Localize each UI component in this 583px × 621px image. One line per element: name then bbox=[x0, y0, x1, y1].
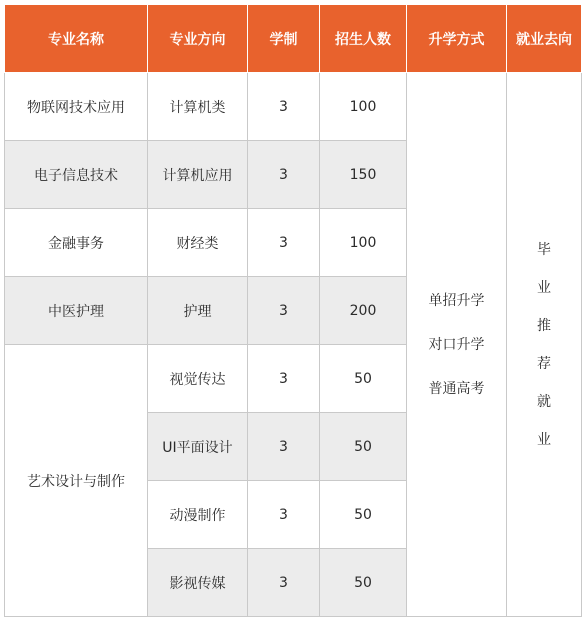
header-enrollment: 招生人数 bbox=[320, 5, 407, 73]
major-direction: 财经类 bbox=[148, 209, 248, 277]
major-direction: 视觉传达 bbox=[148, 345, 248, 413]
major-table bbox=[4, 4, 582, 617]
enrollment: 100 bbox=[320, 73, 407, 141]
advancement-method: 普通高考 bbox=[428, 380, 485, 397]
employment-text: 业 bbox=[537, 279, 551, 296]
duration: 3 bbox=[248, 73, 320, 141]
major-name: 金融事务 bbox=[5, 209, 148, 277]
table-row bbox=[5, 73, 582, 141]
enrollment: 200 bbox=[320, 277, 407, 345]
enrollment: 50 bbox=[320, 549, 407, 617]
major-name: 物联网技术应用 bbox=[5, 73, 148, 141]
major-direction: 计算机应用 bbox=[148, 141, 248, 209]
header-major-name: 专业名称 bbox=[5, 5, 148, 73]
employment-text: 毕 bbox=[537, 241, 551, 258]
duration: 3 bbox=[248, 345, 320, 413]
duration: 3 bbox=[248, 277, 320, 345]
header-advancement: 升学方式 bbox=[407, 5, 507, 73]
enrollment: 50 bbox=[320, 413, 407, 481]
employment-text: 推 bbox=[537, 317, 551, 334]
header-direction: 专业方向 bbox=[148, 5, 248, 73]
enrollment: 50 bbox=[320, 345, 407, 413]
employment-cell bbox=[507, 73, 582, 617]
major-direction: UI平面设计 bbox=[148, 413, 248, 481]
duration: 3 bbox=[248, 141, 320, 209]
header-duration: 学制 bbox=[248, 5, 320, 73]
major-name: 艺术设计与制作 bbox=[5, 345, 148, 617]
major-name: 中医护理 bbox=[5, 277, 148, 345]
enrollment: 100 bbox=[320, 209, 407, 277]
header-employment: 就业去向 bbox=[507, 5, 582, 73]
duration: 3 bbox=[248, 413, 320, 481]
duration: 3 bbox=[248, 549, 320, 617]
header-row bbox=[5, 5, 582, 73]
advancement-method: 单招升学 bbox=[428, 292, 485, 309]
major-direction: 动漫制作 bbox=[148, 481, 248, 549]
employment-text: 业 bbox=[537, 431, 551, 448]
major-direction: 计算机类 bbox=[148, 73, 248, 141]
duration: 3 bbox=[248, 209, 320, 277]
employment-text: 荐 bbox=[537, 355, 551, 372]
advancement-cell bbox=[407, 73, 507, 617]
employment-text: 就 bbox=[537, 393, 551, 410]
advancement-method: 对口升学 bbox=[428, 336, 485, 353]
duration: 3 bbox=[248, 481, 320, 549]
major-direction: 护理 bbox=[148, 277, 248, 345]
major-direction: 影视传媒 bbox=[148, 549, 248, 617]
enrollment: 50 bbox=[320, 481, 407, 549]
enrollment: 150 bbox=[320, 141, 407, 209]
major-name: 电子信息技术 bbox=[5, 141, 148, 209]
